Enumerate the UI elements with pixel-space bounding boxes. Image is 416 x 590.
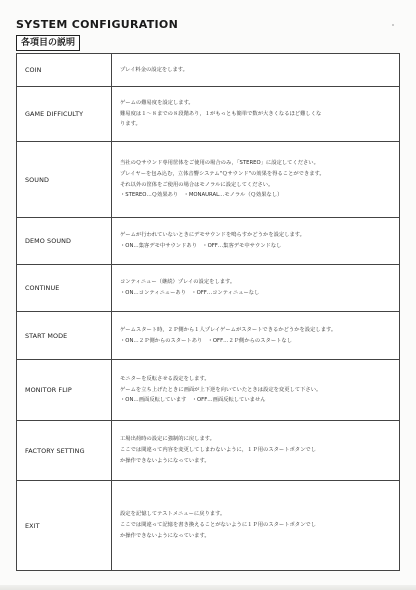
description-line: ります。	[120, 121, 141, 128]
description-line: ゲームの難易度を設定します。	[120, 99, 194, 106]
table-row-monitor-flip	[17, 360, 400, 421]
setting-name: SOUND	[17, 142, 112, 218]
setting-description	[112, 265, 400, 312]
description-line: 難易度は１〜８までの８段階あり，１がもっとも簡単で数が大きくなるほど難しくな	[120, 110, 322, 117]
table-row-game-difficulty	[17, 87, 400, 142]
setting-description	[112, 421, 400, 481]
description-line: ゲームが行われていないときにデモサウンドを鳴らすかどうかを設定します。	[120, 232, 305, 239]
table-row-sound	[17, 142, 400, 218]
description-line: ・ON…画面反転しています ・OFF…画面反転していません	[120, 397, 266, 404]
section-subtitle: 各項目の説明	[16, 35, 80, 51]
setting-description	[112, 87, 400, 142]
description-line: プレイヤーを包み込む，立体音響システム"Ｑサウンド"の効果を得ることができます。	[120, 170, 325, 177]
setting-description	[112, 312, 400, 360]
table-row-factory-setting	[17, 421, 400, 481]
description-line: それ以外の筐体をご使用の場合はモノラルに設定してください。	[120, 181, 274, 188]
scan-speck	[392, 24, 394, 26]
setting-description	[112, 142, 400, 218]
description-line: ゲームスタート時，２Ｐ側から１人プレイゲームがスタートできるかどうかを設定します。	[120, 326, 337, 333]
description-line: 設定を記憶してテストメニューに戻ります。	[120, 511, 226, 518]
setting-name: MONITOR FLIP	[17, 360, 112, 421]
page-bottom-edge	[0, 585, 416, 590]
setting-description	[112, 360, 400, 421]
setting-name: FACTORY SETTING	[17, 421, 112, 481]
setting-name: DEMO SOUND	[17, 218, 112, 265]
description-line: ・ON…コンティニューあり ・OFF…コンティニューなし	[120, 290, 260, 296]
table-row-exit	[17, 481, 400, 571]
page-title: SYSTEM CONFIGURATION	[16, 18, 179, 31]
description-line: ここでは間違って内容を変更してしまわないように，１Ｐ用のスタートボタンでし	[120, 447, 316, 454]
setting-name: CONTINUE	[17, 265, 112, 312]
setting-name: GAME DIFFICULTY	[17, 87, 112, 142]
description-line: プレイ料金の設定をします。	[120, 66, 188, 73]
setting-description	[112, 54, 400, 87]
description-line: か操作できないようになっています。	[120, 532, 210, 539]
table-row-continue	[17, 265, 400, 312]
setting-description	[112, 218, 400, 265]
setting-name: COIN	[17, 54, 112, 87]
setting-name: START MODE	[17, 312, 112, 360]
setting-description	[112, 481, 400, 571]
description-line: ここでは間違って記憶を書き換えることがないように１Ｐ用のスタートボタンでし	[120, 522, 316, 529]
table-row-demo-sound	[17, 218, 400, 265]
description-line: ・ON…２Ｐ側からのスタートあり ・OFF…２Ｐ側からのスタートなし	[120, 337, 293, 344]
description-line: ・STEREO…Ｑ効果あり ・MONAURAL…モノラル（Ｑ効果なし）	[120, 192, 283, 199]
description-line: 工場出荷時の設定に強制的に戻します。	[120, 436, 215, 443]
description-line: コンティニュー（継続）プレイの設定をします。	[120, 279, 236, 286]
table-row-start-mode	[17, 312, 400, 360]
description-line: ゲームを立ち上げたときに画面が上下逆を向いていたときは設定を変更して下さい。	[120, 386, 322, 393]
description-line: 当社のＱサウンド専用筐体をご使用の場合のみ，「STEREO」に設定してください。	[120, 159, 319, 166]
config-table	[16, 53, 400, 571]
table-row-coin	[17, 54, 400, 87]
description-line: ・ON…集客デモ中サウンドあり ・OFF…集客デモ中サウンドなし	[120, 243, 282, 249]
setting-name: EXIT	[17, 481, 112, 571]
description-line: モニターを反転させる設定をします。	[120, 375, 210, 382]
description-line: か操作できないようになっています。	[120, 457, 210, 464]
